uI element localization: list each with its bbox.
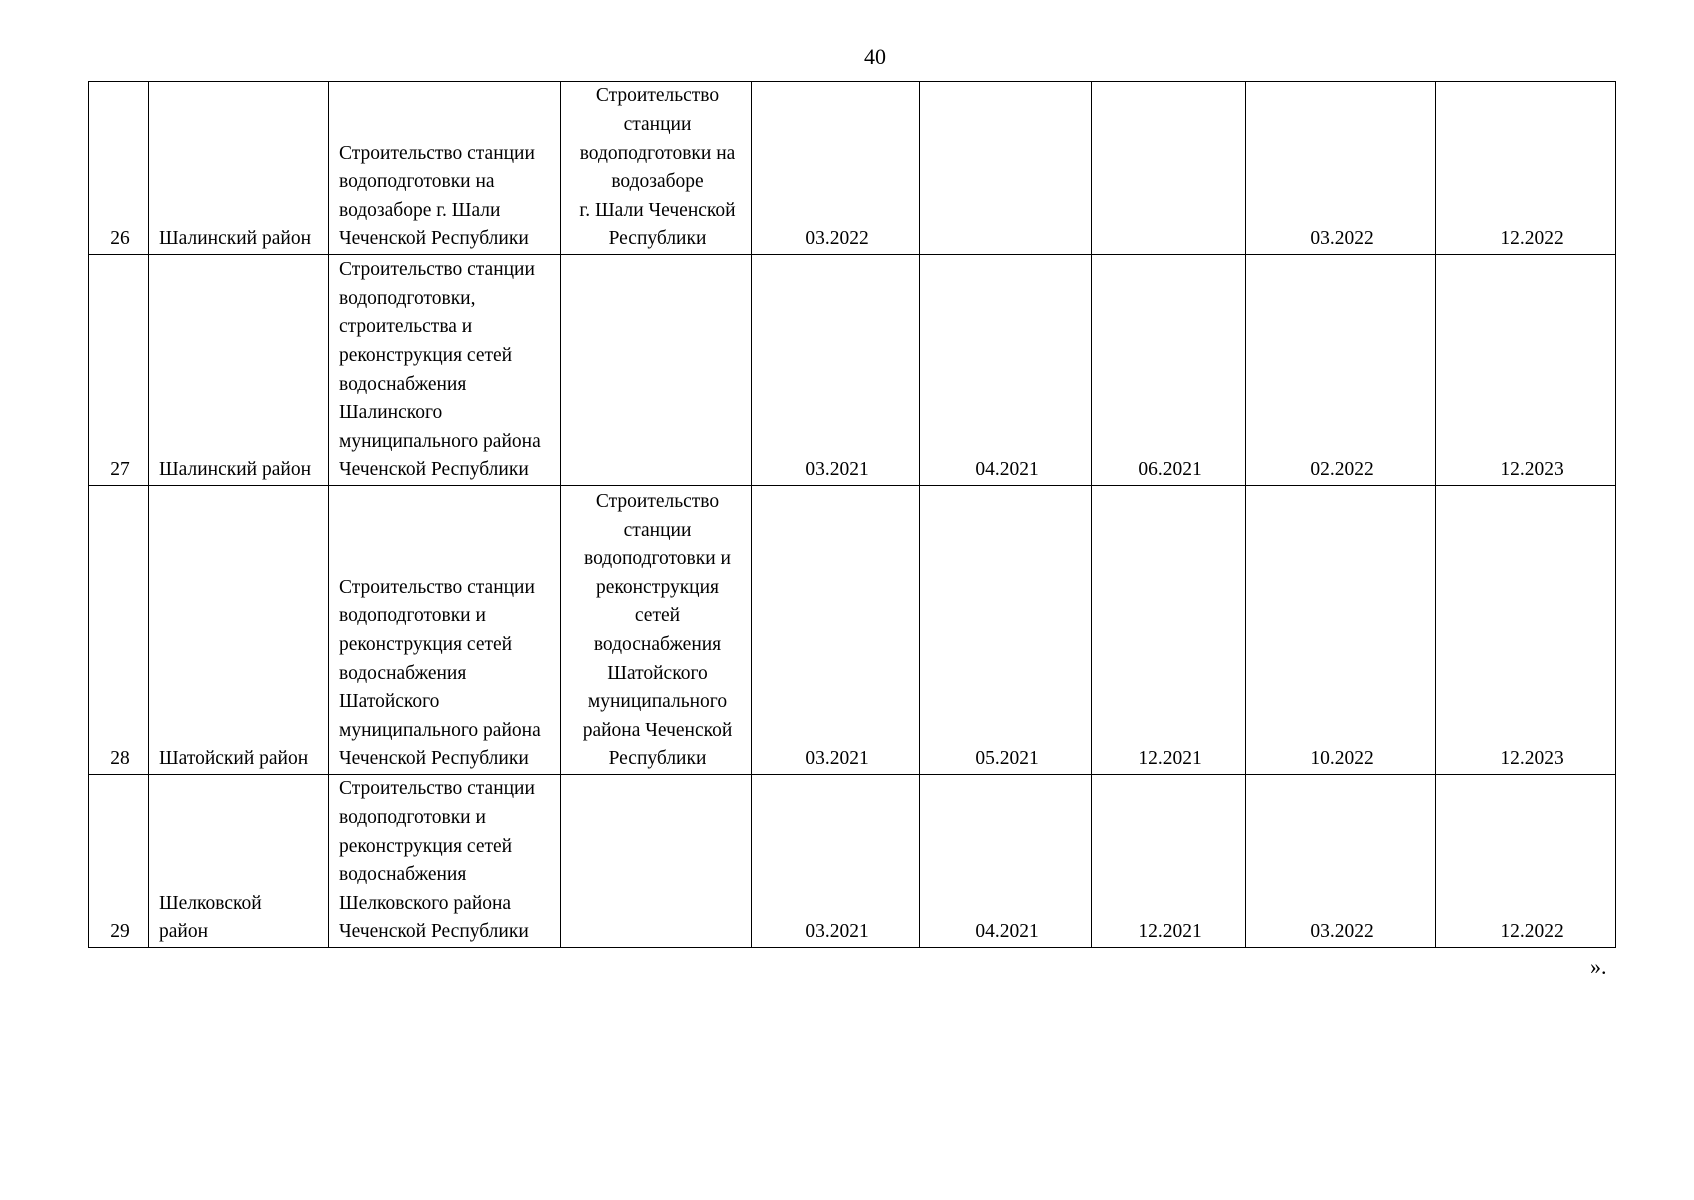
date-cell-1: 03.2021 xyxy=(752,255,920,486)
object-name-text: Строительство станции водоподготовки, строительства и реконструкция сетей водоснабжения Шалинского муниципального района Чеченской Республики xyxy=(339,259,541,481)
object-name-2-cell xyxy=(561,82,752,255)
object-name-cell xyxy=(329,775,561,948)
date-cell-5: 12.2023 xyxy=(1436,486,1616,775)
date-cell-3: 12.2021 xyxy=(1092,775,1246,948)
date-cell-1: 03.2022 xyxy=(752,82,920,255)
date-cell-5: 12.2022 xyxy=(1436,82,1616,255)
object-name-2-cell xyxy=(561,255,752,486)
object-name-cell xyxy=(329,486,561,775)
date-cell-4: 10.2022 xyxy=(1246,486,1436,775)
date-cell-2 xyxy=(920,82,1092,255)
object-name-text: Строительство станции водоподготовки на водозаборе г. Шали Чеченской Республики xyxy=(339,142,535,250)
date-cell-1: 03.2021 xyxy=(752,775,920,948)
district-text: Шалинский район xyxy=(159,228,312,250)
district-text: Шатойский район xyxy=(159,748,309,770)
object-name-2-text: Строительство станции водоподготовки на водозаборе г. Шали Чеченской Республики xyxy=(579,85,736,250)
closing-quote-mark: ». xyxy=(1590,954,1607,979)
object-name-cell xyxy=(329,255,561,486)
table-row xyxy=(89,82,1616,255)
object-name-cell xyxy=(329,82,561,255)
district-text: Шалинский район xyxy=(159,459,312,481)
row-number: 26 xyxy=(89,82,149,255)
object-name-2-cell xyxy=(561,775,752,948)
page-number: 40 xyxy=(864,44,886,69)
row-number: 29 xyxy=(89,775,149,948)
date-cell-2: 05.2021 xyxy=(920,486,1092,775)
district-text: Шелковской район xyxy=(159,892,262,943)
district-cell xyxy=(149,486,329,775)
district-cell xyxy=(149,255,329,486)
program-table xyxy=(88,81,1616,948)
date-cell-4: 03.2022 xyxy=(1246,775,1436,948)
object-name-2-cell xyxy=(561,486,752,775)
table-row xyxy=(89,775,1616,948)
object-name-2-text: Строительство станции водоподготовки и реконструкция сетей водоснабжения Шатойского муниципального района Чеченской Республики xyxy=(582,491,733,770)
district-cell xyxy=(149,82,329,255)
row-number: 27 xyxy=(89,255,149,486)
date-cell-3 xyxy=(1092,82,1246,255)
date-cell-5: 12.2022 xyxy=(1436,775,1616,948)
object-name-text: Строительство станции водоподготовки и реконструкция сетей водоснабжения Шатойского муниципального района Чеченской Республики xyxy=(339,576,541,770)
object-name-text: Строительство станции водоподготовки и реконструкция сетей водоснабжения Шелковского района Чеченской Республики xyxy=(339,778,535,943)
district-cell xyxy=(149,775,329,948)
date-cell-5: 12.2023 xyxy=(1436,255,1616,486)
date-cell-3: 12.2021 xyxy=(1092,486,1246,775)
date-cell-3: 06.2021 xyxy=(1092,255,1246,486)
date-cell-4: 02.2022 xyxy=(1246,255,1436,486)
table-row xyxy=(89,255,1616,486)
date-cell-2: 04.2021 xyxy=(920,255,1092,486)
table-row xyxy=(89,486,1616,775)
date-cell-1: 03.2021 xyxy=(752,486,920,775)
row-number: 28 xyxy=(89,486,149,775)
date-cell-2: 04.2021 xyxy=(920,775,1092,948)
date-cell-4: 03.2022 xyxy=(1246,82,1436,255)
